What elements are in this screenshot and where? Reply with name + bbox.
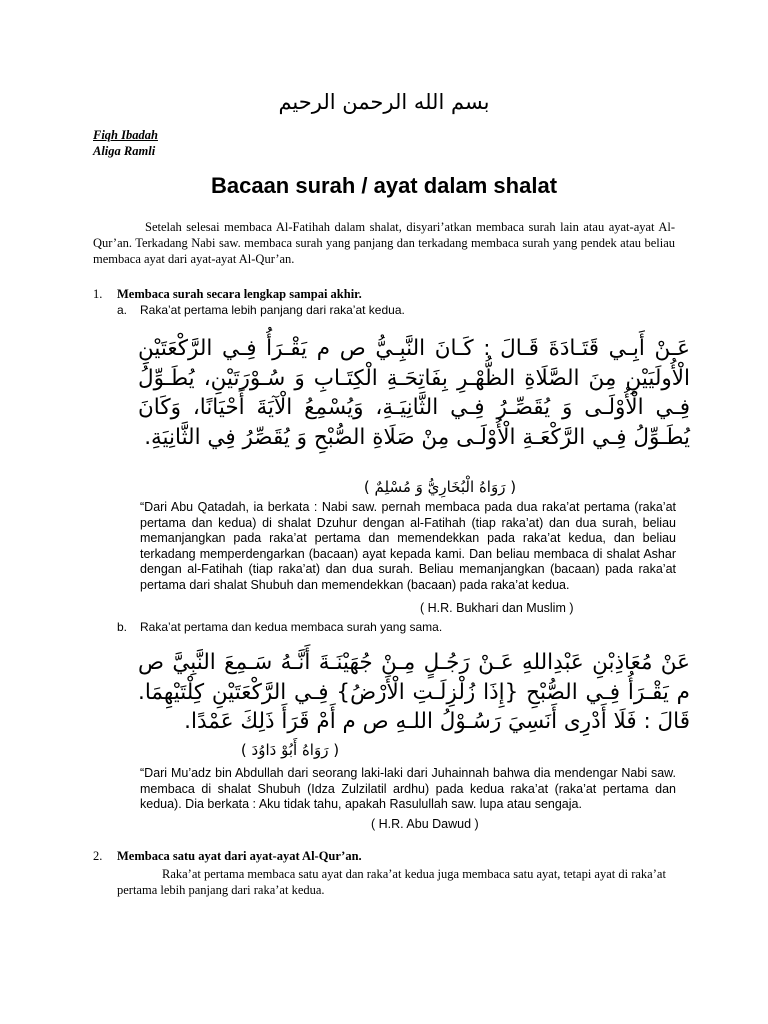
item-a-letter: a. xyxy=(117,303,128,317)
hadith-b-translation-text: “Dari Mu’adz bin Abdullah dari seorang laki-laki dari Juhainnah bahwa dia mendengar Nabi saw. membaca di shalat Shubuh (Idza Zulzilatil ardhu) pada kedua raka’at (raka’at pertama dan kedua). Dia berkata : Aku tidak tahu, apakah Rasulullah saw. lupa atau sengaja. xyxy=(140,766,676,811)
section1-heading: Membaca surah secara lengkap sampai akhir. xyxy=(117,287,362,301)
section2-number: 2. xyxy=(93,849,103,863)
hadith-b-arabic: عَنْ مُعَاذِبْنِ عَبْدِاللهِ عَـنْ رَجُـلٍ مِـنْ جُهَيْنَـةَ أَنَّـهُ سَـمِعَ النَّبِيَّ ص م يَقْـرَأُ فِـي الصُّبْحِ {إِذَا زُلْزِلَـتِ الْأَرْضُ} فِـي الرَّكْعَتَيْنِ كِلْتَيْهِمَا. قَالَ : فَلَا أَدْرِى أَنَسِيَ رَسُـوْلُ اللـهِ ص م أَمْ قَرَأَ ذَلِكَ عَمْدًا. xyxy=(138,650,690,734)
page-title: Bacaan surah / ayat dalam shalat xyxy=(210,173,558,198)
item-b-text: Raka’at pertama dan kedua membaca surah yang sama. xyxy=(140,620,443,634)
author-name: Aliga Ramli xyxy=(93,144,156,158)
subject-label: Fiqh Ibadah xyxy=(93,128,158,142)
intro-paragraph xyxy=(93,219,675,267)
hadith-b-source-arabic: ( رَوَاهُ أَبُوْ دَاوُدَ ) xyxy=(240,741,340,759)
section2-heading: Membaca satu ayat dari ayat-ayat Al-Qur’an. xyxy=(117,849,362,863)
hadith-b-translation xyxy=(140,766,676,813)
section2-text: Raka’at pertama membaca satu ayat dan raka’at kedua juga membaca satu ayat, tetapi ayat di raka’at pertama lebih panjang dari raka’at kedua. xyxy=(117,867,666,897)
hadith-a-arabic: عَـنْ أَبِـي قَتَـادَةَ قَـالَ : كَـانَ النَّبِـيُّ ص م يَقْـرَأُ فِـي الرَّكْعَتَيْنِ الْأُولَيَيْنِ مِنَ الصَّلَاةِ الظُّهْـرِ بِفَاتِحَـةِ الْكِتَـابِ وَ سُـوْرَتَيْنِ، يُطَـوِّلُ فِـي الْأُوْلَـى وَ يُقَصِّـرُ فِـي الثَّانِيَـةِ، وَيُسْمِعُ الْآيَةَ أَحْيَانًا، وَكَانَ يُطَـوِّلُ فِـي الرَّكْعَـةِ الْأُوْلَـى مِنْ صَلَاةِ الصُّبْحِ وَ يُقَصِّرُ فِي الثَّانِيَةِ. xyxy=(138,336,690,450)
item-b-letter: b. xyxy=(117,620,128,634)
item-a-text: Raka’at pertama lebih panjang dari raka’at kedua. xyxy=(140,303,405,317)
hadith-b-source: ( H.R. Abu Dawud ) xyxy=(371,817,479,831)
basmalah: بسم الله الرحمن الرحيم xyxy=(278,90,490,114)
hadith-a-translation xyxy=(140,500,676,593)
hadith-a-source-arabic: ( رَوَاهُ الْبُخَارِيُّ وَ مُسْلِمٌ ) xyxy=(363,478,517,496)
document-header xyxy=(93,127,158,159)
intro-text: Setelah selesai membaca Al-Fatihah dalam shalat, disyari’atkan membaca surah lain atau ayat-ayat Al-Qur’an. Terkadang Nabi saw. membaca surah yang panjang dan terkadang membaca surah yang pendek atau beliau membaca ayat dari ayat-ayat Al-Qur’an. xyxy=(93,220,675,266)
hadith-a-source: ( H.R. Bukhari dan Muslim ) xyxy=(420,601,574,615)
hadith-a-translation-text: “Dari Abu Qatadah, ia berkata : Nabi saw. pernah membaca pada dua raka’at pertama (raka’at pertama dan kedua) di shalat Dzuhur dengan al-Fatihah (tiap raka’at) dan dua surah, beliau memanjangkan pada raka’at pertama dan memendekkan pada raka’at kedua, dan beliau terkadang memperdengarkan (bacaan) ayat kepada kami. Dan beliau membaca di shalat Ashar dengan al-Fatihah (tiap raka’at) dan dua surah. Beliau memanjangkan (bacaan) pada raka’at pertama dari shalat Shubuh dan memendekkan (bacaan) pada raka’at kedua. xyxy=(140,500,676,592)
section1-number: 1. xyxy=(93,287,103,301)
